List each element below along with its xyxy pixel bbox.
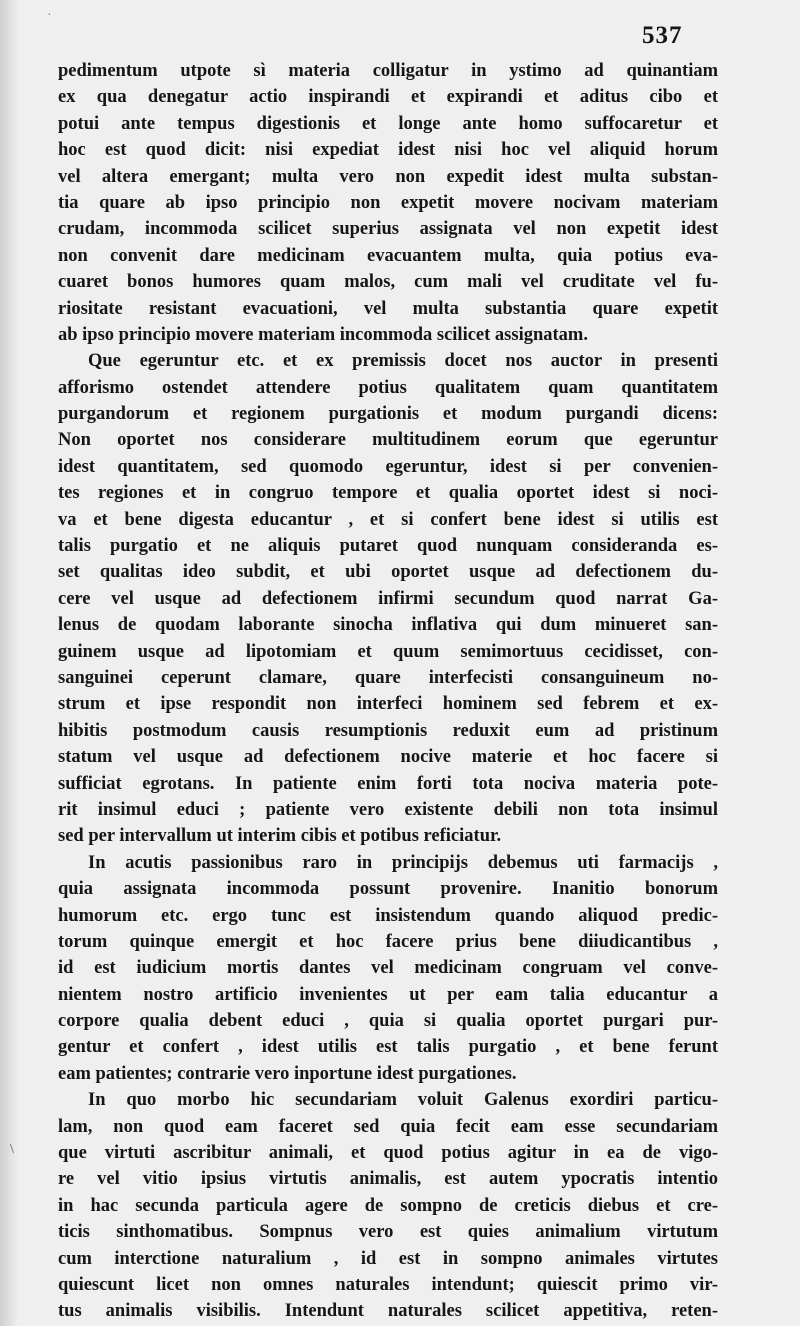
text-line: tus animalis visibilis. Intendunt naturales scilicet appetitiva, reten-	[58, 1301, 718, 1322]
paragraph-start-line: Que egeruntur etc. et ex premissis docet nos auctor in presenti	[88, 351, 718, 372]
text-line: rit insimul educi ; patiente vero existente debili non tota insimul	[58, 799, 718, 820]
speck-mark: ·	[47, 8, 52, 23]
text-line: gentur et confert , idest utilis est talis purgatio , et bene ferunt	[58, 1037, 718, 1058]
text-line: tes regiones et in congruo tempore et qualia oportet idest si noci-	[58, 483, 718, 504]
text-line: non convenit dare medicinam evacuantem multa, quia potius eva-	[58, 245, 718, 266]
text-line: sanguinei ceperunt clamare, quare interfecisti consanguineum no-	[58, 667, 718, 688]
text-line: in hac secunda particula agere de sompno de creticis diebus et cre-	[58, 1195, 718, 1216]
text-line: Non oportet nos considerare multitudinem eorum que egeruntur	[58, 430, 718, 451]
text-line: cere vel usque ad defectionem infirmi secundum quod narrat Ga-	[58, 588, 718, 609]
text-line: statum vel usque ad defectionem nocive materie et hoc facere si	[58, 747, 718, 768]
text-line: sufficiat egrotans. In patiente enim forti tota nociva materia pote-	[58, 773, 718, 794]
text-line: idest quantitatem, sed quomodo egeruntur, idest si per convenien-	[58, 456, 718, 477]
text-line: vel altera emergant; multa vero non expedit idest multa substan-	[58, 166, 718, 187]
text-line: eam patientes; contrarie vero inportune idest purgationes.	[58, 1063, 517, 1084]
text-line: pedimentum utpote sì materia colligatur in ystimo ad quinantiam	[58, 61, 718, 81]
body-text	[58, 58, 718, 1325]
text-line: cum interctione naturalium , id est in sompno animales virtutes	[58, 1248, 718, 1269]
text-line: guinem usque ad lipotomiam et quum semimortuus cecidisset, con-	[58, 641, 718, 662]
text-line: humorum etc. ergo tunc est insistendum quando aliquod predic-	[58, 905, 718, 926]
text-line: cuaret bonos humores quam malos, cum mali vel cruditate vel fu-	[58, 272, 718, 293]
text-line: sed per intervallum ut interim cibis et potibus reficiatur.	[58, 826, 502, 847]
page-edge-shadow	[0, 0, 18, 1326]
text-line: crudam, incommoda scilicet superius assignata vel non expetit idest	[58, 219, 718, 240]
text-line: hoc est quod dicit: nisi expediat idest nisi hoc vel aliquid horum	[58, 140, 718, 161]
text-line: lenus de quodam laborante sinocha inflativa qui dum minueret san-	[58, 615, 718, 636]
paragraph-start-line: In quo morbo hic secundariam voluit Galenus exordiri particu-	[88, 1090, 718, 1111]
text-line: quia assignata incommoda possunt provenire. Inanitio bonorum	[58, 879, 718, 900]
text-line: strum et ipse respondit non interfeci hominem sed febrem et ex-	[58, 694, 718, 715]
text-line: lam, non quod eam faceret sed quia fecit eam esse secundariam	[58, 1116, 718, 1137]
text-line: ticis sinthomatibus. Sompnus vero est quies animalium virtutum	[58, 1222, 718, 1243]
text-line: purgandorum et regionem purgationis et modum purgandi dicens:	[58, 404, 718, 425]
text-line: riositate resistant evacuationi, vel multa substantia quare expetit	[58, 298, 718, 319]
text-line: tia quare ab ipso principio non expetit movere nocivam materiam	[58, 192, 718, 213]
margin-mark: \	[10, 1142, 14, 1157]
text-line: nientem nostro artificio invenientes ut per eam talia educantur a	[58, 984, 718, 1005]
text-line: torum quinque emergit et hoc facere prius bene diiudicantibus ,	[58, 931, 718, 952]
text-line: re vel vitio ipsius virtutis animalis, est autem ypocratis intentio	[58, 1169, 718, 1190]
text-line: quiescunt licet non omnes naturales intendunt; quiescit primo vir-	[58, 1274, 718, 1295]
text-line: ex qua denegatur actio inspirandi et expirandi et aditus cibo et	[58, 87, 718, 108]
page-number: 537	[642, 22, 683, 49]
text-line: set qualitas ideo subdit, et ubi oportet usque ad defectionem du-	[58, 562, 718, 583]
text-line: ab ipso principio movere materiam incommoda scilicet assignatam.	[58, 324, 588, 345]
text-line: id est iudicium mortis dantes vel medicinam congruam vel conve-	[58, 958, 718, 979]
text-line: talis purgatio et ne aliquis putaret quod nunquam consideranda es-	[58, 536, 718, 557]
text-line: potui ante tempus digestionis et longe ante homo suffocaretur et	[58, 113, 718, 134]
text-line: que virtuti ascribitur animali, et quod potius agitur in ea de vigo-	[58, 1143, 718, 1164]
text-line: hibitis postmodum causis resumptionis reduxit eum ad pristinum	[58, 720, 718, 741]
text-line: va et bene digesta educantur , et si confert bene idest si utilis est	[58, 509, 718, 530]
paragraph-start-line: In acutis passionibus raro in principijs debemus uti farmacijs ,	[88, 852, 718, 873]
text-line: corpore qualia debent educi , quia si qualia oportet purgari pur-	[58, 1011, 718, 1032]
text-line: afforismo ostendet attendere potius qualitatem quam quantitatem	[58, 377, 718, 398]
